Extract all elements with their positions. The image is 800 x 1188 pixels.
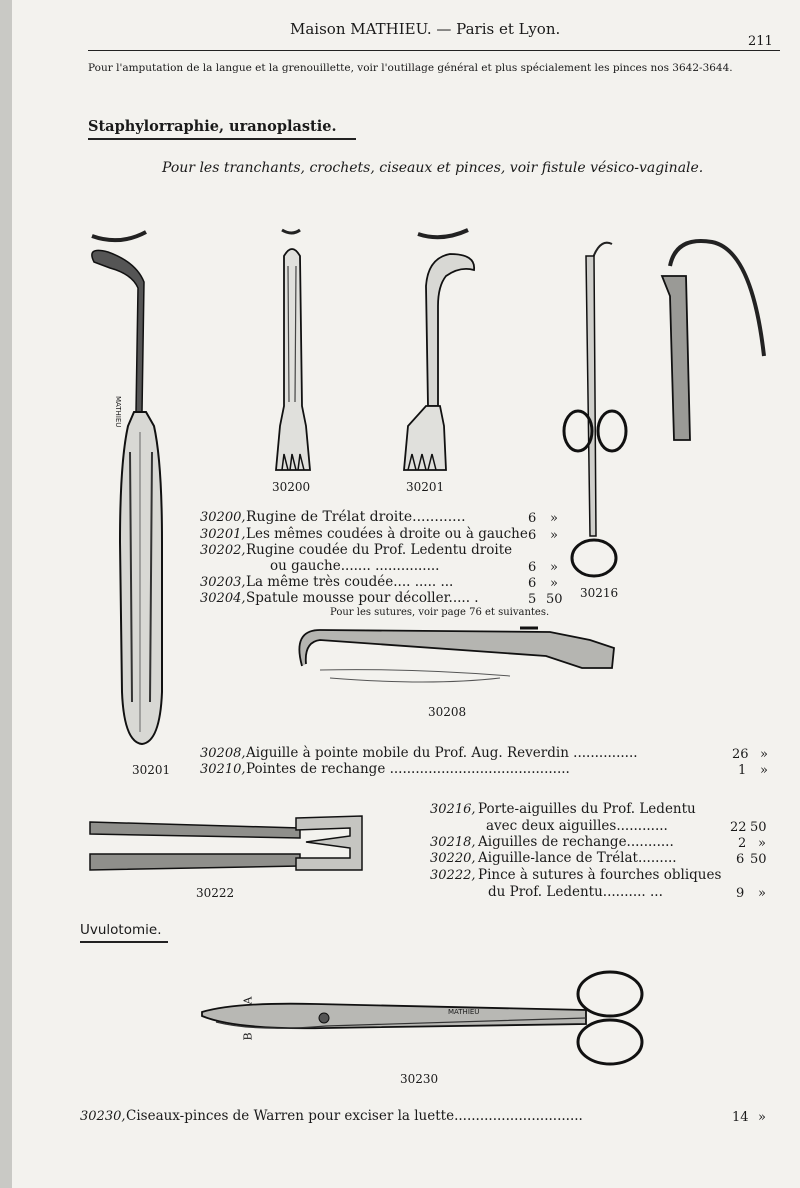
instrument-30201-bent-illustration: [398, 226, 488, 476]
item-desc: Spatule mousse pour décoller..... .: [246, 590, 479, 606]
item-price-unit: »: [760, 747, 768, 762]
item-ref: 30220,: [430, 851, 476, 866]
figure-label-30201: 30201: [406, 480, 445, 494]
item-desc: avec deux aiguilles............: [486, 818, 668, 834]
item-price: 6: [528, 576, 537, 591]
section2-heading-underline: [80, 941, 168, 943]
item-price: 26: [732, 747, 749, 762]
item-desc: La même très coudée.... ..... ...: [246, 574, 454, 590]
item-price-unit: »: [550, 576, 558, 591]
page-header-title: Maison MATHIEU. — Paris et Lyon.: [290, 20, 561, 38]
item-price: 14: [732, 1110, 749, 1125]
item-price-unit: »: [758, 836, 766, 851]
item-desc: Les mêmes coudées à droite ou à gauche: [246, 526, 528, 542]
sutures-note: Pour les sutures, voir page 76 et suivantes.: [330, 607, 550, 618]
item-desc: Aiguille-lance de Trélat.........: [478, 850, 677, 866]
section-heading-underline: [88, 138, 356, 140]
item-ref: 30208,: [200, 746, 246, 761]
item-price-unit: »: [758, 886, 766, 901]
instrument-30208-reverdin-needle-illustration: [290, 620, 620, 690]
item-ref: 30202,: [200, 543, 246, 558]
item-ref: 30201,: [200, 527, 246, 542]
figure-label-30208: 30208: [428, 705, 467, 719]
header-rule: [88, 50, 780, 51]
item-price: 22: [730, 820, 747, 835]
item-desc: Rugine de Trélat droite............: [246, 509, 466, 525]
item-desc: Ciseaux-pinces de Warren pour exciser la luette..............................: [126, 1108, 583, 1124]
instrument-30201-hook-detail-illustration: [656, 236, 776, 446]
instrument-30200-rugine-illustration: [80, 222, 190, 752]
section-subtitle: Pour les tranchants, crochets, ciseaux et pinces, voir fistule vésico-vaginale.: [162, 160, 704, 176]
item-ref: 30216,: [430, 802, 476, 817]
item-desc: Pince à sutures à fourches obliques: [478, 867, 722, 883]
item-desc: Porte-aiguilles du Prof. Ledentu: [478, 801, 696, 817]
brand-stamp-30200: MATHIEU: [114, 396, 122, 428]
item-desc: ou gauche....... ...............: [270, 558, 440, 574]
item-ref: 30210,: [200, 762, 246, 777]
item-price-unit: »: [760, 763, 768, 778]
scissors-brand-stamp: MATHIEU: [448, 1008, 480, 1016]
instrument-30230-warren-scissors-illustration: [196, 966, 656, 1076]
item-ref: 30218,: [430, 835, 476, 850]
item-price: 6: [528, 528, 537, 543]
item-price: 6: [528, 560, 537, 575]
item-desc: Rugine coudée du Prof. Ledentu droite: [246, 542, 513, 558]
item-price-unit: »: [550, 511, 558, 526]
section-heading-staphylorraphie: Staphylorraphie, uranoplastie.: [88, 118, 337, 135]
scissors-mark-a: A: [241, 996, 255, 1005]
instrument-30216-needle-holder-illustration: [560, 236, 640, 586]
item-price-unit: »: [550, 528, 558, 543]
item-desc: Aiguilles de rechange...........: [478, 834, 674, 850]
item-price: 6: [528, 511, 537, 526]
figure-label-30222: 30222: [196, 886, 235, 900]
item-ref: 30230,: [80, 1109, 126, 1124]
item-desc: Pointes de rechange ..........................................: [246, 761, 570, 777]
instrument-30222-forceps-illustration: [90, 812, 370, 882]
item-ref: 30200,: [200, 510, 246, 525]
item-desc: Aiguille à pointe mobile du Prof. Aug. Reverdin ...............: [246, 745, 638, 761]
item-price: 1: [738, 763, 747, 778]
item-ref: 30204,: [200, 591, 246, 606]
item-price: 5: [528, 592, 537, 607]
item-price: 2: [738, 836, 747, 851]
item-price: 9: [736, 886, 745, 901]
page-number: 211: [748, 34, 773, 49]
item-desc: du Prof. Ledentu.......... ...: [488, 884, 663, 900]
item-price-unit: »: [758, 1110, 766, 1125]
figure-label-30201-small: 30201: [132, 763, 171, 777]
item-price-unit: 50: [750, 820, 767, 835]
item-price: 6: [736, 852, 745, 867]
item-price-unit: »: [550, 560, 558, 575]
instrument-30200-straight-illustration: [270, 226, 320, 476]
item-price-unit: 50: [546, 592, 563, 607]
figure-label-30216: 30216: [580, 586, 619, 600]
scissors-mark-b: B: [241, 1032, 255, 1041]
intro-note: Pour l'amputation de la langue et la grenouillette, voir l'outillage général et plus spécialement les pinces nos 3642-3644.: [88, 62, 733, 74]
section-heading-uvulotomie: Uvulotomie.: [80, 922, 162, 938]
item-price-unit: 50: [750, 852, 767, 867]
item-ref: 30203,: [200, 575, 246, 590]
figure-label-30230: 30230: [400, 1072, 439, 1086]
item-ref: 30222,: [430, 868, 476, 883]
figure-label-30200: 30200: [272, 480, 311, 494]
